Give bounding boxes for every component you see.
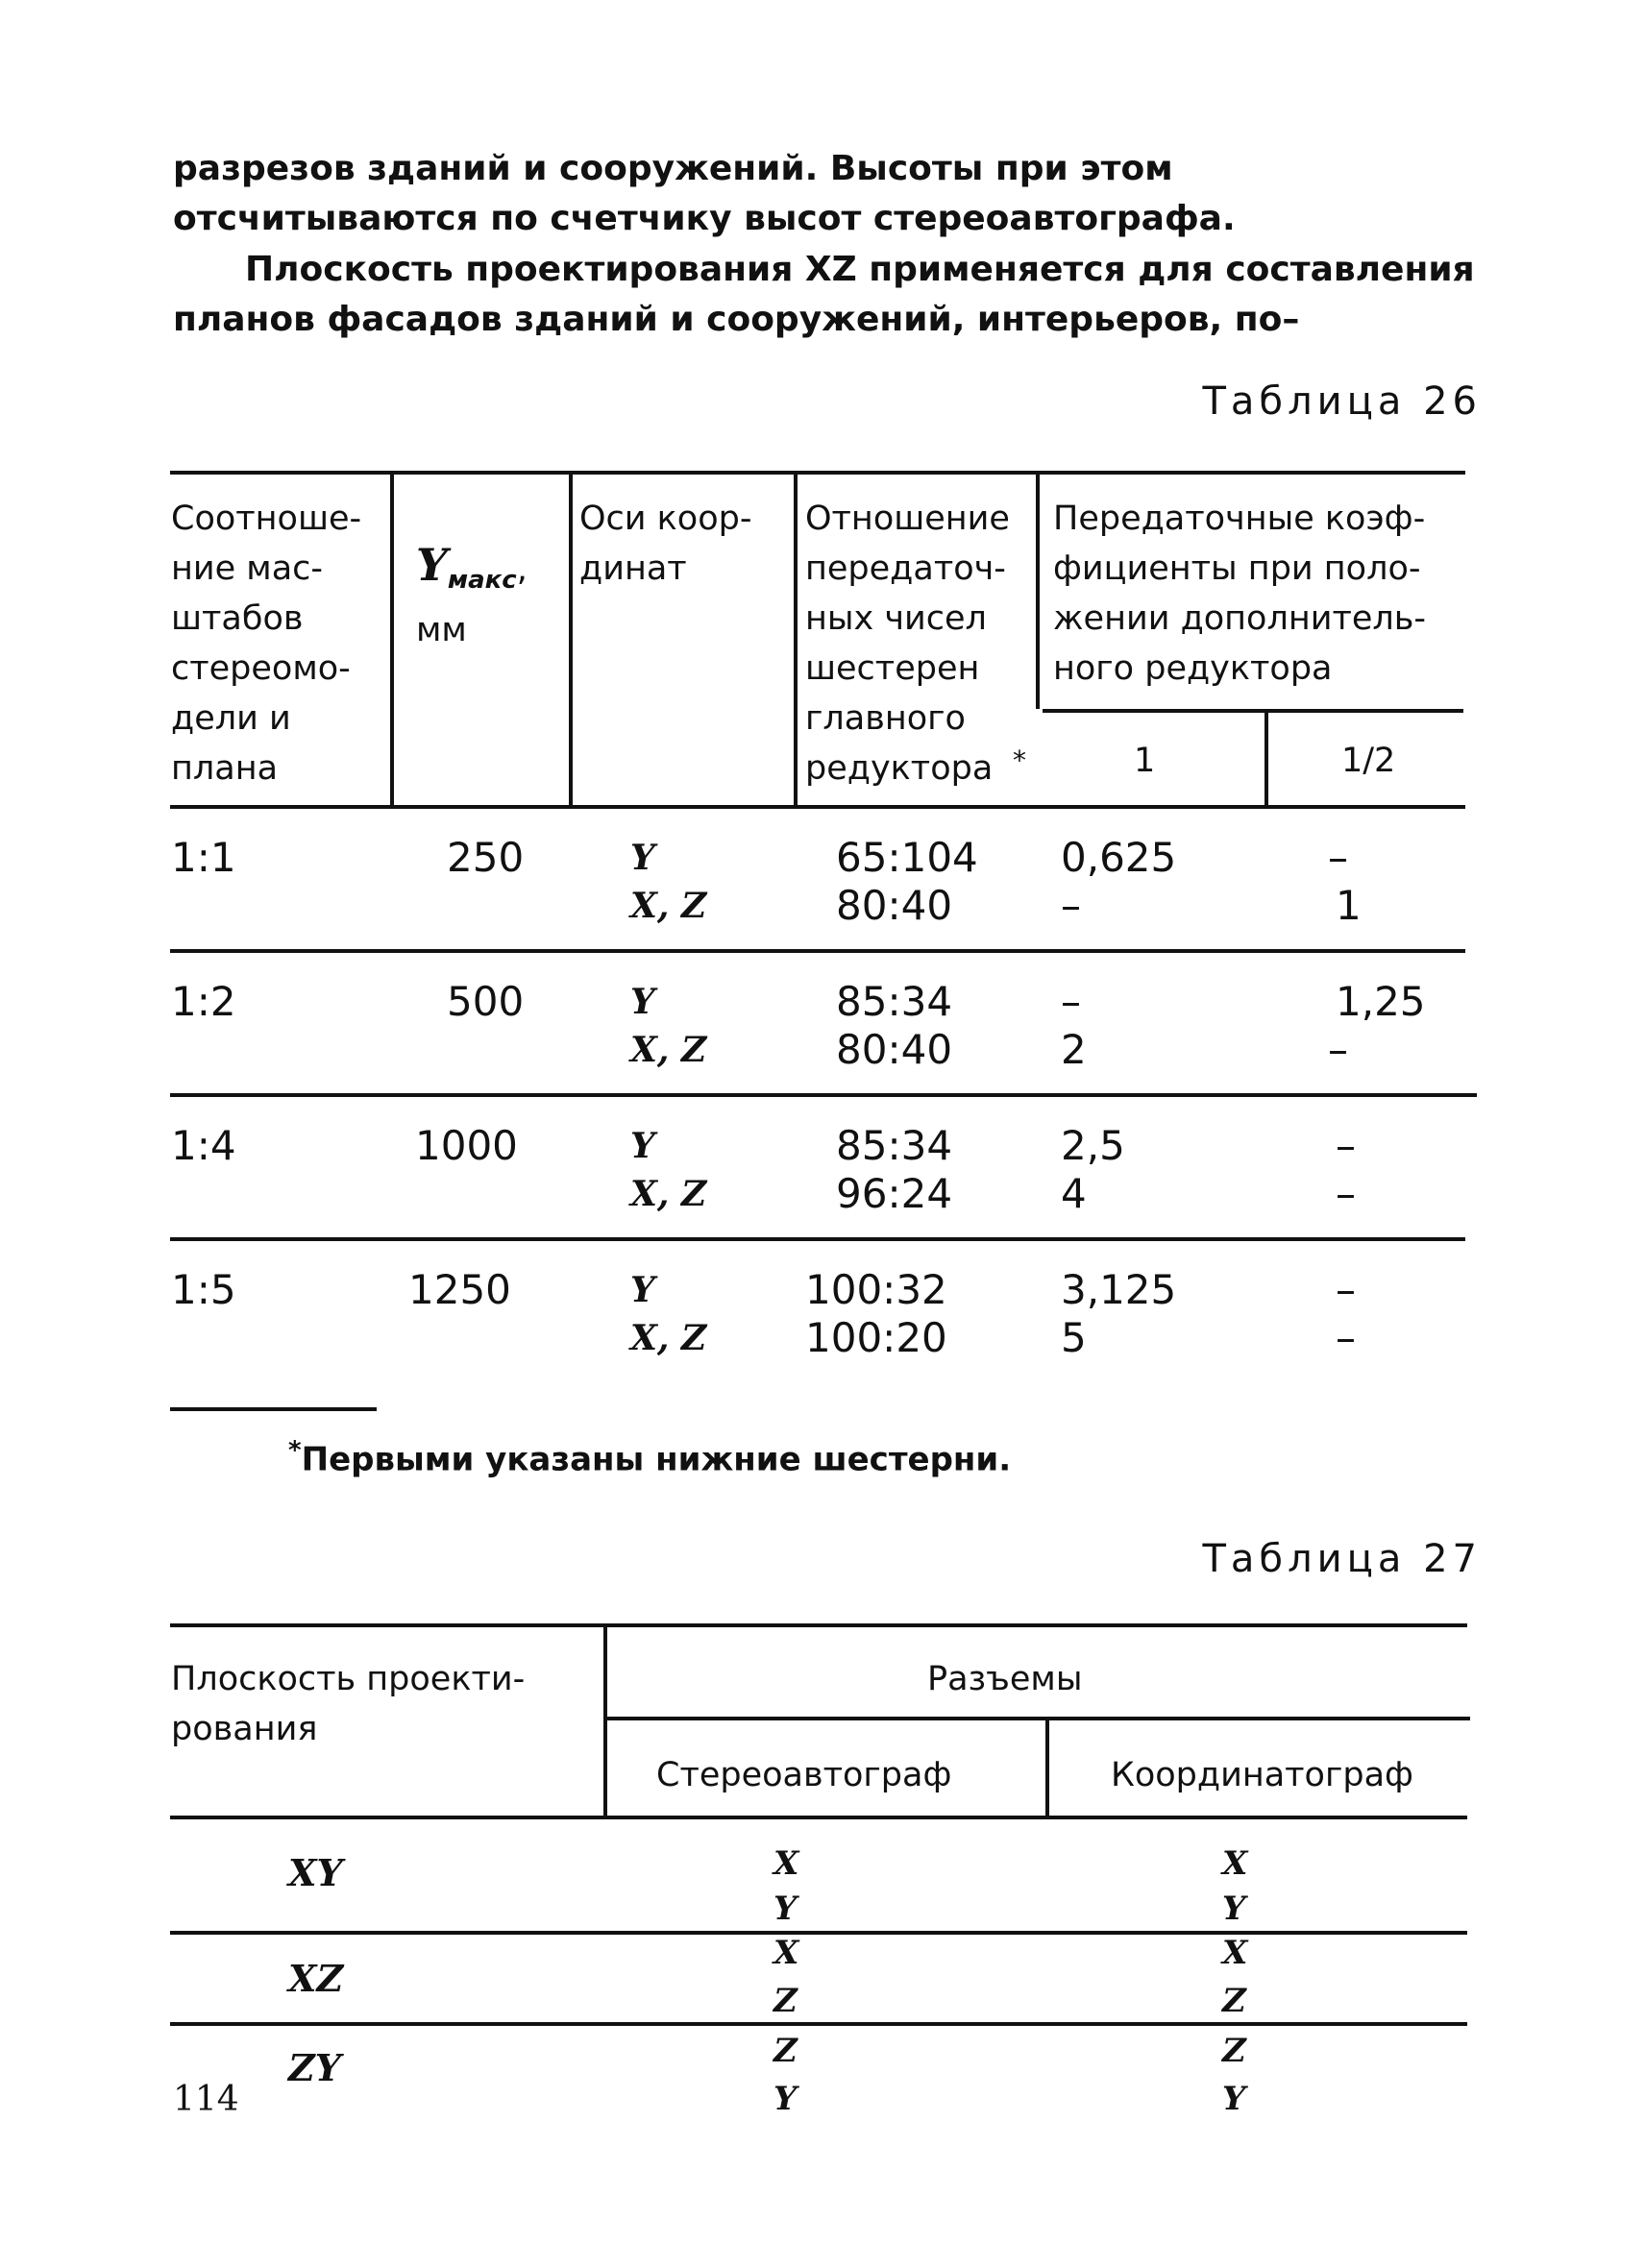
- row-2-ymax: 500: [447, 978, 525, 1025]
- table-27-row-rule: [170, 1931, 1467, 1935]
- table-27-caption: Таблица 27: [1202, 1537, 1482, 1581]
- xy-stereo-b: Y: [773, 1890, 798, 1928]
- plane-zy: ZY: [288, 2046, 341, 2089]
- header-axes: Оси коор- динат: [579, 500, 752, 588]
- header-connectors: Разъемы: [927, 1660, 1083, 1698]
- row-3-coef1-a: 2,5: [1061, 1122, 1125, 1169]
- plane-xy: XY: [288, 1851, 343, 1894]
- header-gear-footnote-mark: *: [1013, 744, 1026, 776]
- header-projection-plane: Плоскость проекти- рования: [171, 1660, 526, 1748]
- table-27-top-rule: [170, 1623, 1467, 1627]
- header-stereoautograph: Стереоавтограф: [656, 1756, 952, 1794]
- zy-coord-b: Y: [1222, 2080, 1246, 2118]
- table-27-sub-rule: [605, 1717, 1470, 1720]
- row-2-gear-a: 85:34: [836, 978, 953, 1025]
- zy-stereo-a: Z: [773, 2032, 798, 2070]
- row-2-coef1-b: 2: [1061, 1026, 1087, 1073]
- row-4-coef2-a: –: [1336, 1266, 1356, 1313]
- row-4-gear-a: 100:32: [805, 1266, 947, 1313]
- xz-coord-b: Z: [1222, 1982, 1246, 2020]
- footnote: [288, 1436, 1011, 1478]
- row-4-coef2-b: –: [1336, 1314, 1356, 1361]
- row-2-coef1-a: –: [1061, 978, 1081, 1025]
- zy-coord-a: Z: [1222, 2032, 1246, 2070]
- table-26-header-rule: [170, 805, 1465, 809]
- table-27-col-rule: [603, 1623, 607, 1816]
- header-gear-ratio: Отношение передаточ- ных чисел шестерен главного редуктора: [805, 500, 1010, 788]
- xz-stereo-b: Z: [773, 1982, 798, 2020]
- plane-xz: XZ: [288, 1957, 344, 2000]
- row-4-ratio: 1:5: [171, 1266, 236, 1313]
- xy-coord-a: X: [1222, 1844, 1248, 1883]
- row-1-ymax: 250: [447, 834, 525, 881]
- row-2-axis-b: X, Z: [630, 1030, 707, 1070]
- header-scale-ratio: Соотноше- ние мас- штабов стереомо- дели и плана: [171, 500, 362, 788]
- row-3-axis-b: X, Z: [630, 1174, 707, 1214]
- row-4-coef1-a: 3,125: [1061, 1266, 1177, 1313]
- row-1-axis-a: Y: [630, 838, 655, 878]
- header-position-1: 1: [1134, 742, 1156, 780]
- table-27-header-rule: [170, 1816, 1467, 1819]
- row-2-coef2-a: 1,25: [1336, 978, 1426, 1025]
- page-number: 114: [173, 2080, 239, 2119]
- row-3-gear-b: 96:24: [836, 1170, 953, 1217]
- row-3-ratio: 1:4: [171, 1122, 236, 1169]
- row-4-axis-b: X, Z: [630, 1318, 707, 1358]
- header-coefficients: Передаточные коэф- фициенты при поло- жении дополнитель- ного редуктора: [1053, 500, 1427, 688]
- table-26-sub-rule: [1043, 709, 1463, 713]
- zy-stereo-b: Y: [773, 2080, 798, 2118]
- paragraph-1: разрезов зданий и сооружений. Высоты при этом отсчитываются по счетчику высот стереоавтографа.: [173, 149, 1236, 238]
- row-1-gear-a: 65:104: [836, 834, 978, 881]
- row-1-coef2-b: 1: [1336, 882, 1362, 929]
- table-26-col-rule: [1264, 709, 1268, 805]
- row-1-coef1-b: –: [1061, 882, 1081, 929]
- ymax-symbol: Y: [416, 539, 448, 591]
- row-2-gear-b: 80:40: [836, 1026, 953, 1073]
- table-26-top-rule: [170, 471, 1465, 475]
- header-coordinatograph: Координатограф: [1111, 1756, 1413, 1794]
- table-27-col-rule: [1045, 1717, 1049, 1816]
- xy-stereo-a: X: [773, 1844, 799, 1883]
- row-3-coef1-b: 4: [1061, 1170, 1087, 1217]
- xy-coord-b: Y: [1222, 1890, 1246, 1928]
- row-1-coef1-a: 0,625: [1061, 834, 1177, 881]
- footnote-text: Первыми указаны нижние шестерни.: [301, 1440, 1012, 1479]
- table-26-col-rule: [1036, 471, 1040, 709]
- row-2-axis-a: Y: [630, 982, 655, 1022]
- table-26-caption: Таблица 26: [1202, 379, 1482, 424]
- table-26-row-rule: [170, 1093, 1477, 1097]
- table-26-row-rule: [170, 949, 1465, 953]
- row-4-axis-a: Y: [630, 1270, 655, 1310]
- row-2-ratio: 1:2: [171, 978, 236, 1025]
- table-27-row-rule: [170, 2022, 1467, 2026]
- header-ymax: [416, 490, 570, 655]
- xz-coord-a: X: [1222, 1934, 1248, 1972]
- row-1-coef2-a: –: [1328, 834, 1348, 881]
- row-4-gear-b: 100:20: [805, 1314, 947, 1361]
- ymax-unit: , мм: [416, 550, 528, 649]
- row-3-ymax: 1000: [415, 1122, 518, 1169]
- paragraph-2: Плоскость проектирования XZ применяется для составления планов фасадов зданий и сооружений, интерьеров, по–: [173, 250, 1475, 339]
- table-26-col-rule: [390, 471, 394, 805]
- row-3-gear-a: 85:34: [836, 1122, 953, 1169]
- row-1-axis-b: X, Z: [630, 886, 707, 926]
- xz-stereo-a: X: [773, 1934, 799, 1972]
- row-3-coef2-b: –: [1336, 1170, 1356, 1217]
- row-3-axis-a: Y: [630, 1126, 655, 1166]
- table-26-row-rule: [170, 1237, 1465, 1241]
- table-26-col-rule: [794, 471, 798, 805]
- footnote-mark: *: [288, 1436, 302, 1465]
- header-position-half: 1/2: [1341, 742, 1396, 780]
- row-1-ratio: 1:1: [171, 834, 236, 881]
- row-2-coef2-b: –: [1328, 1026, 1348, 1073]
- row-4-coef1-b: 5: [1061, 1314, 1087, 1361]
- ymax-subscript: макс: [447, 566, 517, 595]
- footnote-rule: [170, 1407, 377, 1411]
- row-1-gear-b: 80:40: [836, 882, 953, 929]
- row-4-ymax: 1250: [408, 1266, 511, 1313]
- row-3-coef2-a: –: [1336, 1122, 1356, 1169]
